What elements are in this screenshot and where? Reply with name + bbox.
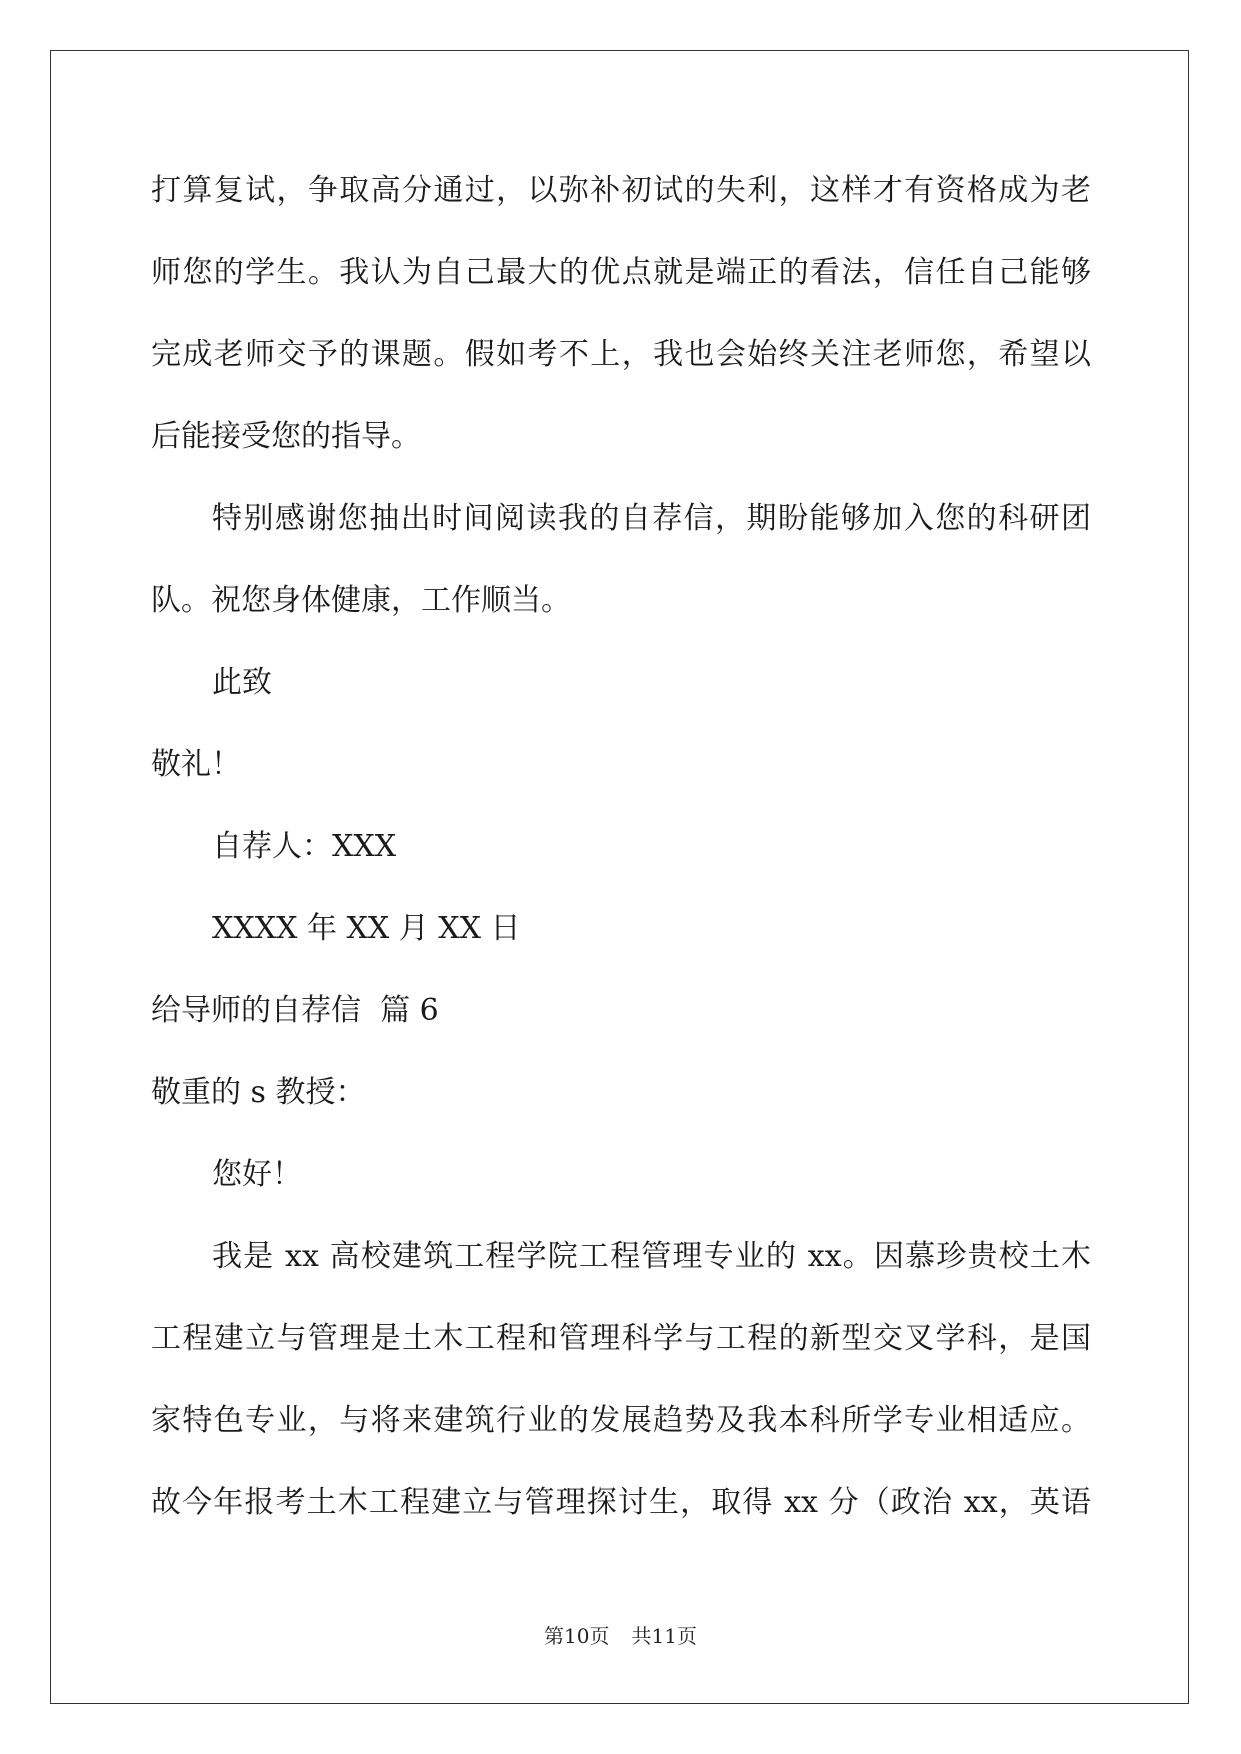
- paragraph-line: 完成老师交予的课题。假如考不上，我也会始终关注老师您，希望以: [151, 337, 1091, 372]
- paragraph-line: 队。祝您身体健康，工作顺当。: [151, 583, 571, 618]
- date-line: XXXX 年 XX 月 XX 日: [212, 911, 521, 946]
- document-body: [151, 150, 1091, 1544]
- paragraph-line: 我是 xx 高校建筑工程学院工程管理专业的 xx。因慕珍贵校土木: [212, 1239, 1091, 1274]
- paragraph-line: 特别感谢您抽出时间阅读我的自荐信，期盼能够加入您的科研团: [212, 501, 1091, 536]
- section-heading: 给导师的自荐信 篇 6: [151, 993, 439, 1028]
- paragraph-line: 工程建立与管理是土木工程和管理科学与工程的新型交叉学科，是国: [151, 1321, 1091, 1356]
- paragraph-line: 家特色专业，与将来建筑行业的发展趋势及我本科所学专业相适应。: [151, 1403, 1091, 1438]
- greeting-line: 您好！: [212, 1157, 302, 1192]
- paragraph-line: 师您的学生。我认为自己最大的优点就是端正的看法，信任自己能够: [151, 255, 1091, 290]
- current-page-number: 第10页: [544, 1624, 610, 1648]
- closing-phrase: 此致: [212, 665, 272, 700]
- total-page-count: 共11页: [631, 1624, 697, 1648]
- signature-line: 自荐人：XXX: [212, 829, 397, 864]
- salutation-closing: 敬礼！: [151, 747, 241, 782]
- paragraph-line: 故今年报考土木工程建立与管理探讨生，取得 xx 分（政治 xx，英语: [151, 1485, 1091, 1520]
- paragraph-line: 打算复试，争取高分通过，以弥补初试的失利，这样才有资格成为老: [151, 173, 1091, 208]
- letter-greeting: 敬重的 s 教授：: [151, 1075, 366, 1110]
- page-footer: [0, 1620, 1241, 1649]
- paragraph-line: 后能接受您的指导。: [151, 419, 421, 454]
